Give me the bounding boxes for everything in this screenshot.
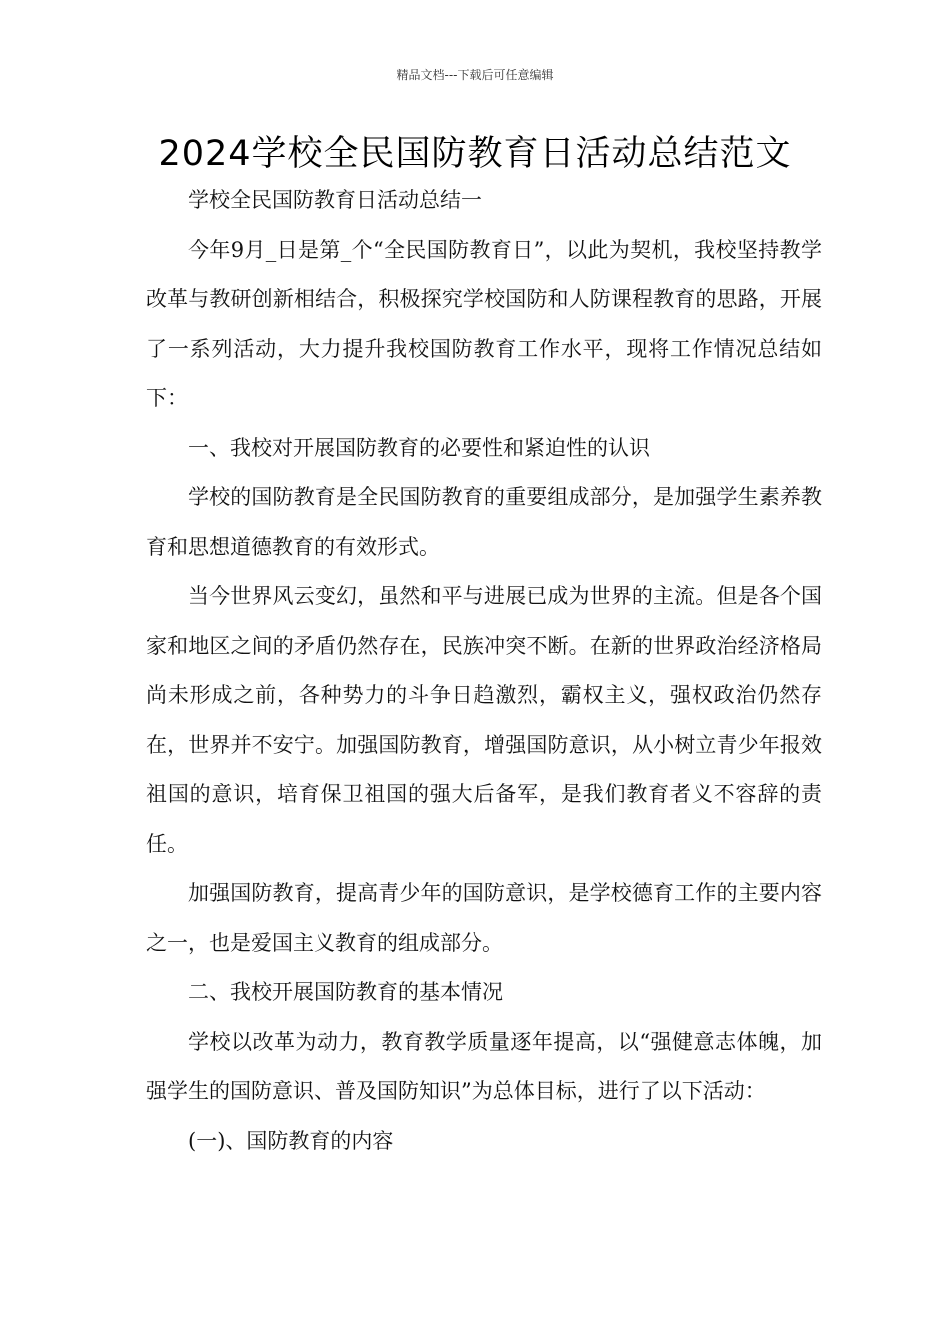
subsection-heading: (一)、国防教育的内容 [188,1128,394,1153]
subtitle-paragraph: 学校全民国防教育日活动总结一 [188,188,482,212]
body-paragraph: 学校以改革为动力，教育教学质量逐年提高，以“强健意志体魄，加强学生的国防意识、普及国防知识”为总体目标，进行了以下活动： [146,1029,822,1103]
section-heading-1: 一、我校对开展国防教育的必要性和紧迫性的认识 [188,435,650,460]
document-body [146,176,822,1166]
body-paragraph: 加强国防教育，提高青少年的国防意识，是学校德育工作的主要内容之一，也是爱国主义教育的组成部分。 [146,881,822,955]
document-title: 2024学校全民国防教育日活动总结范文 [158,134,792,174]
section-heading-2: 二、我校开展国防教育的基本情况 [188,980,503,1004]
header-note: 精品文档---下载后可任意编辑 [396,68,554,82]
body-paragraph: 当今世界风云变幻，虽然和平与进展已成为世界的主流。但是各个国家和地区之间的矛盾仍然存在，民族冲突不断。在新的世界政治经济格局尚未形成之前，各种势力的斗争日趋激烈，霸权主义，强权政治仍然存在，世界并不安宁。加强国防教育，增强国防意识，从小树立青少年报效祖国的意识，培育保卫祖国的强大后备军，是我们教育者义不容辞的责任。 [146,584,822,856]
intro-paragraph: 今年9月_日是第_个“全民国防教育日”，以此为契机，我校坚持教学改革与教研创新相结合，积极探究学校国防和人防课程教育的思路，开展了一系列活动，大力提升我校国防教育工作水平，现将工作情况总结如下： [146,237,822,410]
body-paragraph: 学校的国防教育是全民国防教育的重要组成部分，是加强学生素养教育和思想道德教育的有效形式。 [146,485,822,559]
